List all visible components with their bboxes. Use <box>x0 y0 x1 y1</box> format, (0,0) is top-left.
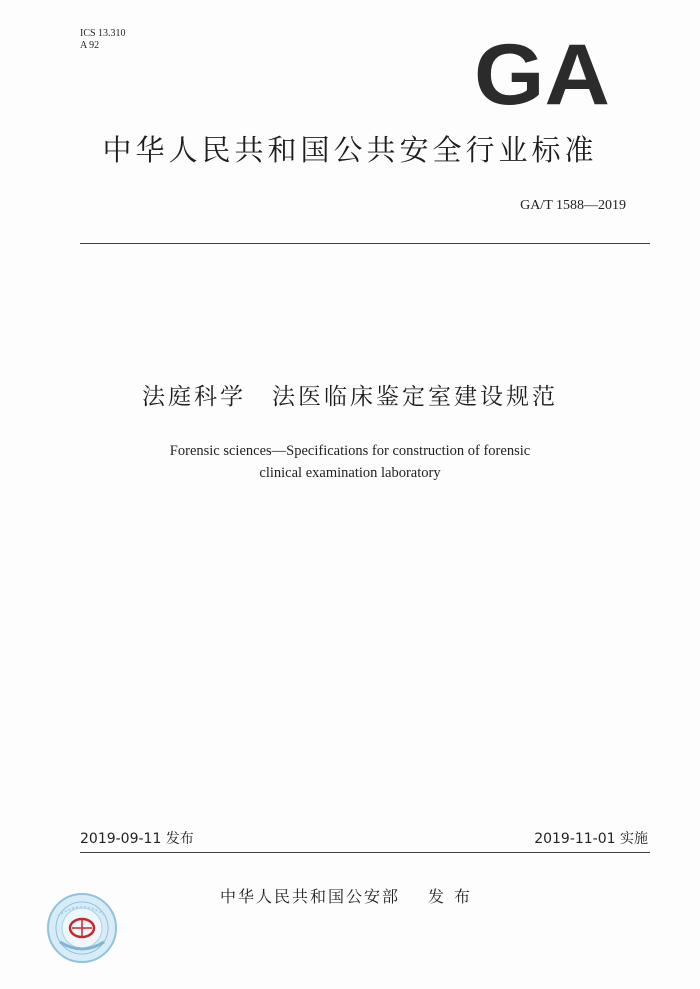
ics-code: ICS 13.310 <box>80 28 126 39</box>
standard-category-title: 中华人民共和国公共安全行业标准 <box>102 133 598 167</box>
implementation-date: 2019-11-01 实施 <box>534 831 648 847</box>
issuer-action: 发布 <box>428 887 481 906</box>
logo-text: GA <box>474 38 610 106</box>
issuer-name: 中华人民共和国公安部 <box>219 887 400 906</box>
classification-codes <box>80 28 126 52</box>
ccs-code: A 92 <box>80 40 100 51</box>
chinese-title: 法庭科学 法医临床鉴定室建设规范 <box>142 384 558 410</box>
english-title-line-1: Forensic sciences—Specifications for construction of forensic <box>169 443 531 459</box>
english-title-line-2: clinical examination laboratory <box>259 465 441 481</box>
issue-date: 2019-09-11 发布 <box>80 831 194 847</box>
standard-number: GA/T 1588—2019 <box>520 198 626 213</box>
bottom-divider <box>80 852 650 853</box>
ga-logo <box>474 38 610 106</box>
english-title <box>0 440 700 484</box>
top-divider <box>80 243 650 244</box>
seal-stamp-icon <box>46 892 118 964</box>
